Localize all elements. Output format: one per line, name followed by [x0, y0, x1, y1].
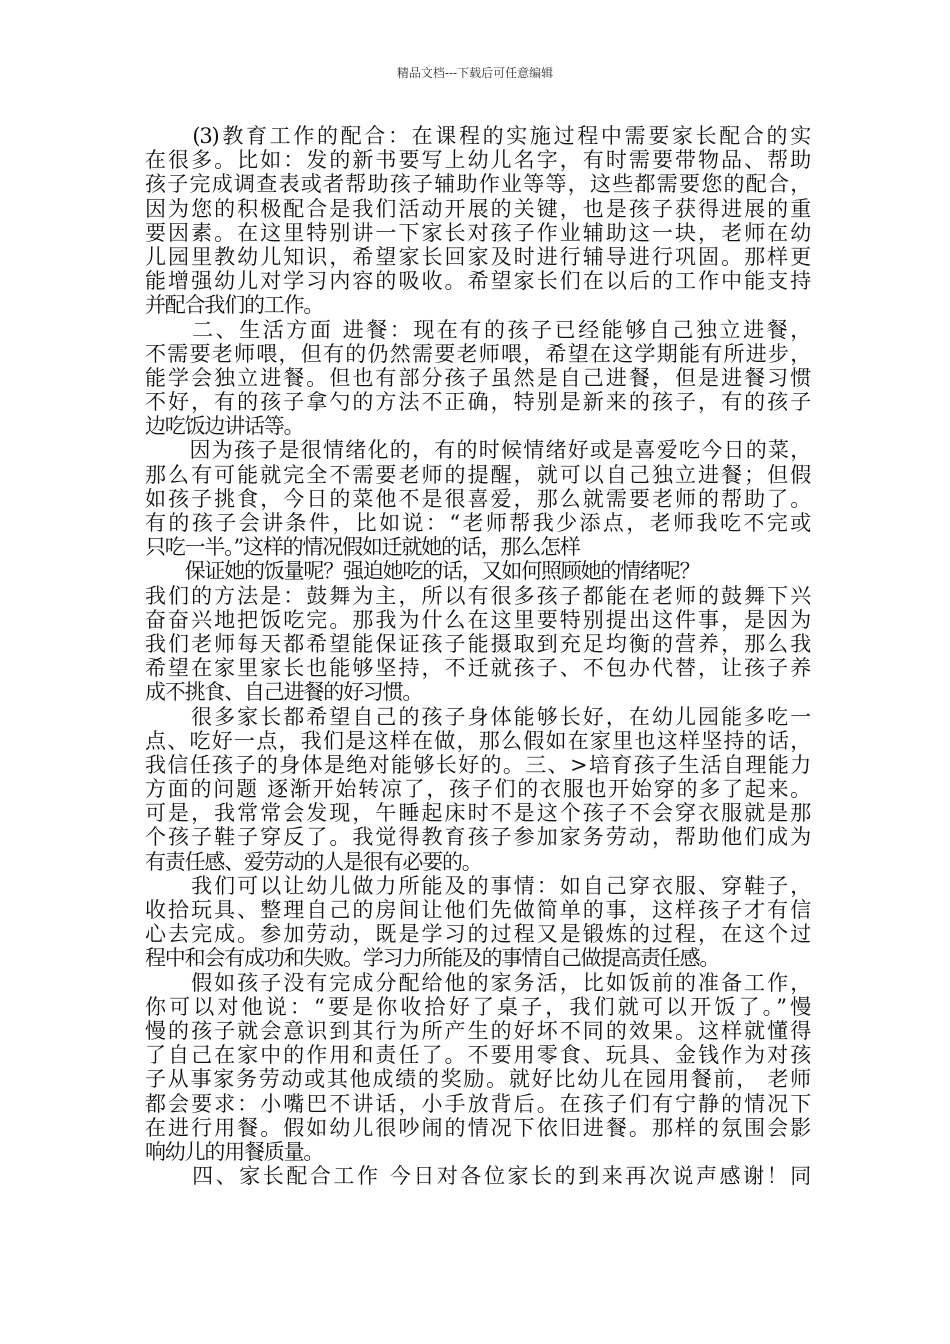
page-header: 精品文档---下载后可任意编辑 — [396, 66, 554, 80]
text-line: 都会要求：小嘴巴不讲话，小手放背后。在孩子们有宁静的情况下 — [145, 1091, 810, 1116]
text-line: 心去完成。参加劳动，既是学习的过程又是锻炼的过程，在这个过 — [145, 922, 810, 947]
text-line: 慢的孩子就会意识到其行为所产生的好坏不同的效果。这样就懂得 — [145, 1018, 810, 1043]
text-line: 只吃一半。”这样的情况假如迁就她的话，那么怎样 — [145, 535, 580, 560]
text-line: 能学会独立进餐。但也有部分孩子虽然是自己进餐，但是进餐习惯 — [145, 365, 810, 390]
text-line: 要因素。在这里特别讲一下家长对孩子作业辅助这一块，老师在幼 — [145, 220, 810, 245]
text-line: 儿园里教幼儿知识，希望家长回家及时进行辅导进行巩固。那样更 — [145, 244, 810, 269]
text-line: (3)教育工作的配合：在课程的实施过程中需要家长配合的实 — [145, 124, 810, 148]
text-line: 如孩子挑食，今日的菜他不是很喜爱，那么就需要老师的帮助了。 — [145, 486, 810, 511]
text-line: 成不挑食、自己进餐的好习惯。 — [145, 680, 423, 705]
text-line: 因为孩子是很情绪化的，有的时候情绪好或是喜爱吃今日的菜， — [145, 438, 810, 463]
text-line: 你可以对他说：“要是你收拾好了桌子，我们就可以开饭了。”慢 — [145, 994, 810, 1019]
text-line: 奋奋兴地把饭吃完。那我为什么在这里要特别提出这件事，是因为 — [145, 607, 810, 632]
text-line: 四、家长配合工作 今日对各位家长的到来再次说声感谢！同 — [145, 1164, 810, 1189]
text-line: 希望在家里家长也能够坚持，不迁就孩子、不包办代替，让孩子养 — [145, 656, 810, 681]
text-line: 在很多。比如：发的新书要写上幼儿名字，有时需要带物品、帮助 — [145, 148, 810, 173]
text-line: 了自己在家中的作用和责任了。不要用零食、玩具、金钱作为对孩 — [145, 1043, 810, 1068]
text-line: 我信任孩子的身体是绝对能够长好的。三、>培育孩子生活自理能力 — [145, 752, 810, 777]
text-line: 子从事家务劳动或其他成绩的奖励。就好比幼儿在园用餐前， 老师 — [145, 1067, 810, 1092]
text-line: 在进行用餐。假如幼儿很吵闹的情况下依旧进餐。那样的氛围会影 — [145, 1115, 810, 1140]
text-line: 保证她的饭量呢？强迫她吃的话，又如何照顾她的情绪呢？ — [145, 559, 700, 584]
text-line: 很多家长都希望自己的孩子身体能够长好，在幼儿园能多吃一 — [145, 704, 810, 729]
text-line: 有的孩子会讲条件，比如说：“老师帮我少添点，老师我吃不完或 — [145, 511, 810, 535]
text-line: 我们可以让幼儿做力所能及的事情：如自己穿衣服、穿鞋子， — [145, 873, 810, 898]
text-line: 因为您的积极配合是我们活动开展的关键，也是孩子获得进展的重 — [145, 196, 810, 221]
text-line: 有责任感、爱劳动的人是很有必要的。 — [145, 849, 482, 874]
text-line: 收拾玩具、整理自己的房间让他们先做简单的事，这样孩子才有信 — [145, 898, 810, 922]
text-line: 边吃饭边讲话等。 — [145, 414, 304, 439]
text-line: 孩子完成调查表或者帮助孩子辅助作业等等，这些都需要您的配合， — [145, 172, 810, 197]
text-line: 点、吃好一点，我们是这样在做，那么假如在家里也这样坚持的话， — [145, 728, 810, 753]
text-line: 那么有可能就完全不需要老师的提醒，就可以自己独立进餐；但假 — [145, 462, 810, 487]
text-line: 二、生活方面 进餐：现在有的孩子已经能够自己独立进餐， — [145, 317, 810, 342]
document-body — [145, 124, 810, 1188]
text-line: 能增强幼儿对学习内容的吸收。希望家长们在以后的工作中能支持 — [145, 269, 810, 294]
text-line: 我们老师每天都希望能保证孩子能摄取到充足均衡的营养，那么我 — [145, 631, 810, 656]
text-line: 假如孩子没有完成分配给他的家务活，比如饭前的准备工作， — [145, 970, 810, 995]
text-line: 方面的问题 逐渐开始转凉了，孩子们的衣服也开始穿的多了起来。 — [145, 777, 810, 802]
text-line: 可是，我常常会发现，午睡起床时不是这个孩子不会穿衣服就是那 — [145, 801, 810, 826]
text-line: 我们的方法是：鼓舞为主，所以有很多孩子都能在老师的鼓舞下兴 — [145, 583, 810, 608]
text-line: 响幼儿的用餐质量。 — [145, 1139, 324, 1164]
text-line: 程中和会有成功和失败。学习力所能及的事情自己做提高责任感。 — [145, 946, 720, 971]
text-line: 不好，有的孩子拿勺的方法不正确，特别是新来的孩子，有的孩子 — [145, 390, 810, 415]
text-line: 并配合我们的工作。 — [145, 293, 324, 318]
text-line: 个孩子鞋子穿反了。我觉得教育孩子参加家务劳动，帮助他们成为 — [145, 825, 810, 850]
text-line: 不需要老师喂，但有的仍然需要老师喂，希望在这学期能有所进步， — [145, 341, 810, 366]
